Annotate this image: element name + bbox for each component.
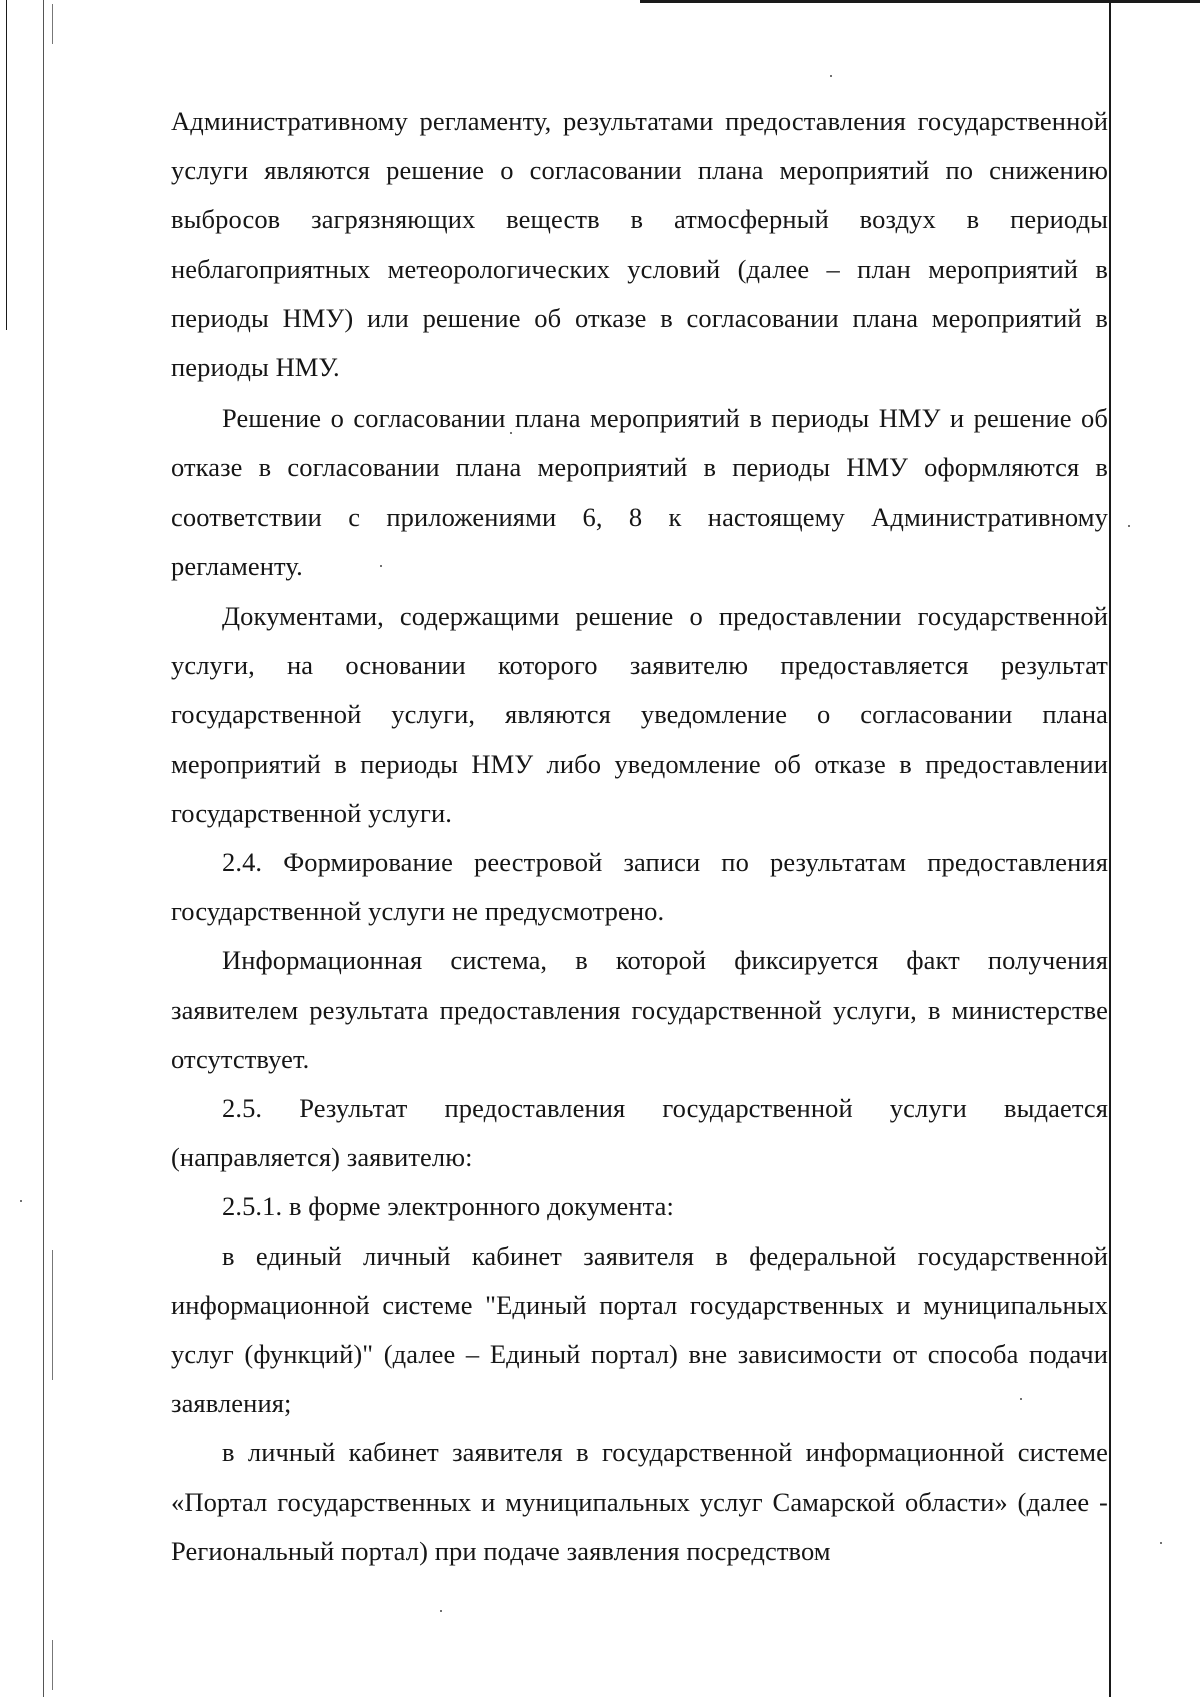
scan-top-border bbox=[640, 0, 1200, 3]
paragraph-decision-formats: Решение о согласовании плана мероприятий в периоды НМУ и решение об отказе в согласовании плана мероприятий в периоды НМУ оформляются в соответствии с приложениями 6, 8 к настоящему Административному регламенту. bbox=[171, 403, 1108, 581]
scan-margin-dash bbox=[52, 4, 53, 44]
document-body bbox=[171, 97, 1108, 1576]
scan-margin-dash bbox=[52, 1640, 53, 1690]
paragraph-section-2-5: 2.5. Результат предоставления государственной услуги выдается (направляется) заявителю: bbox=[171, 1093, 1108, 1173]
paragraph-results-of-service: Административному регламенту, результатами предоставления государственной услуги являются решение о согласовании плана мероприятий по снижению выбросов загрязняющих веществ в атмосферный воздух в периоды неблагоприятных метеорологических условий (далее – план мероприятий в периоды НМУ) или решение об отказе в согласовании плана мероприятий в периоды НМУ. bbox=[171, 106, 1108, 383]
paragraph-section-2-5-1: 2.5.1. в форме электронного документа: bbox=[222, 1191, 674, 1222]
scan-margin-dash bbox=[52, 1250, 53, 1380]
scan-right-border bbox=[1109, 0, 1111, 1697]
scan-speck bbox=[1128, 525, 1130, 527]
paragraph-decision-documents: Документами, содержащими решение о предоставлении государственной услуги, на основании которого заявителю предоставляется результат государственной услуги, являются уведомление о согласовании плана мероприятий в периоды НМУ либо уведомление об отказе в предоставлении государственной услуги. bbox=[171, 601, 1108, 828]
paragraph-section-2-4: 2.4. Формирование реестровой записи по результатам предоставления государственной услуги не предусмотрено. bbox=[171, 847, 1108, 927]
scan-left-border bbox=[6, 0, 7, 330]
scan-speck bbox=[830, 75, 832, 77]
paragraph-regional-portal: в личный кабинет заявителя в государственной информационной системе «Портал государственных и муниципальных услуг Самарской области» (далее - Региональный портал) при подаче заявления посредством bbox=[171, 1437, 1108, 1566]
paragraph-unified-portal: в единый личный кабинет заявителя в федеральной государственной информационной системе "Единый портал государственных и муниципальных услуг (функций)" (далее – Единый портал) вне зависимости от способа подачи заявления; bbox=[171, 1240, 1108, 1419]
scan-speck bbox=[440, 1610, 442, 1612]
scan-speck bbox=[1160, 1542, 1162, 1544]
paragraph-information-system: Информационная система, в которой фиксируется факт получения заявителем результата предоставления государственной услуги, в министерстве отсутствует. bbox=[171, 945, 1108, 1074]
scan-speck bbox=[20, 1200, 22, 1202]
scan-left-margin-line bbox=[43, 0, 44, 1697]
